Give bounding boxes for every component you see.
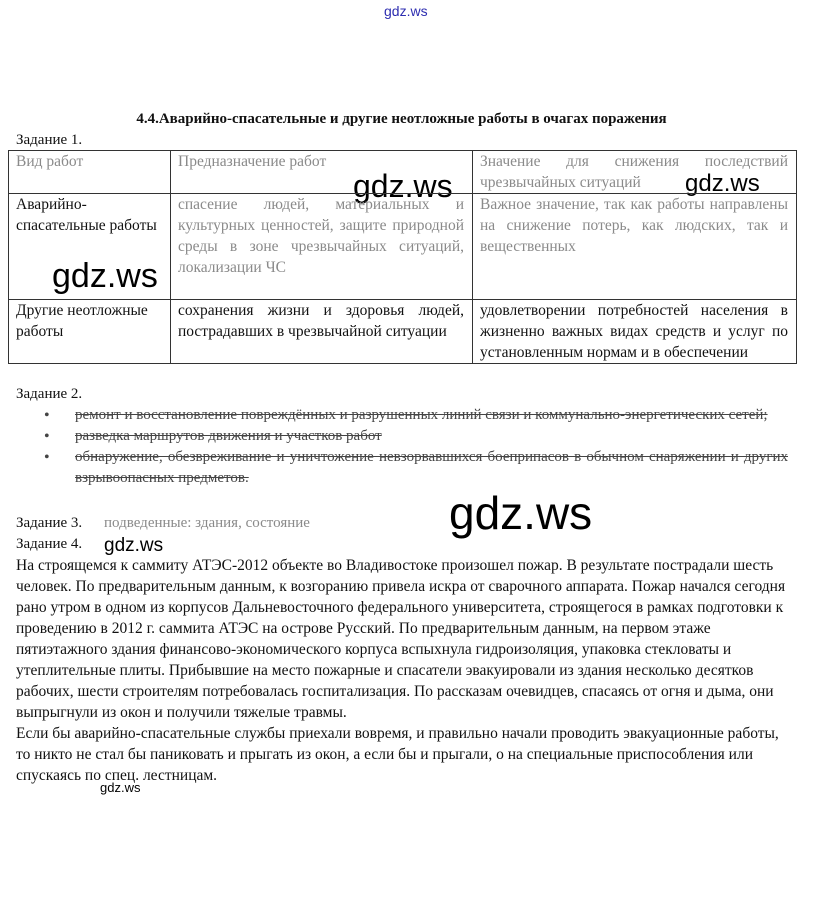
watermark-bottom: gdz.ws xyxy=(100,780,141,795)
table-row xyxy=(9,300,797,364)
section-title: 4.4.Аварийно-спасательные и другие неотложные работы в очагах поражения xyxy=(136,111,667,127)
header-cell-purpose: Предназначение работ xyxy=(171,151,473,194)
list-item: • разведка маршрутов движения и участков работ xyxy=(30,426,788,447)
task4-text xyxy=(16,555,789,786)
header-cell-type: Вид работ xyxy=(9,151,171,194)
watermark-top[interactable]: gdz.ws xyxy=(384,3,428,19)
table-header-row xyxy=(9,151,797,194)
task4-label: Задание 4. xyxy=(16,536,83,552)
watermark-table-left: gdz.ws xyxy=(52,257,158,295)
cell-work-purpose: сохранения жизни и здоровья людей, пострадавших в чрезвычайной ситуации xyxy=(171,300,473,364)
task3-label: Задание 3. xyxy=(16,515,83,531)
cell-work-purpose: спасение людей, материальных и культурных ценностей, защите природной среды в зоне чрезвычайных ситуаций, локализации ЧС xyxy=(171,194,473,300)
watermark-table-mid: gdz.ws xyxy=(353,168,453,204)
task1-label: Задание 1. xyxy=(16,132,83,148)
task3-answer: подведенные: здания, состояние xyxy=(104,515,310,531)
table-row xyxy=(9,194,797,300)
task4-paragraph-2: Если бы аварийно-спасательные службы приехали вовремя, и правильно начали проводить эвакуационные работы, то никто не стал бы паниковать и прыгать из окон, а если бы и прыгали, о на специальные приспособления или спускаясь по спец. лестницам. xyxy=(16,725,779,784)
cell-work-type: Аварийно-спасательные работы xyxy=(9,194,171,300)
list-item: • обнаружение, обезвреживание и уничтожение невзорвавшихся боеприпасов в обычном снаряжении и других взрывоопасных предметов. xyxy=(30,447,788,489)
task2-list xyxy=(30,405,788,489)
watermark-task4: gdz.ws xyxy=(104,535,164,556)
task2-label: Задание 2. xyxy=(16,386,83,402)
cell-work-significance: удовлетворении потребностей населения в жизненно важных видах средств и услуг по установленным нормам и в обеспечении xyxy=(473,300,797,364)
watermark-table-right: gdz.ws xyxy=(685,170,760,197)
task4-paragraph-1: На строящемся к саммиту АТЭС-2012 объекте во Владивостоке произошел пожар. В результате пострадали шесть человек. По предварительным данным, к возгоранию привела искра от сварочного аппарата. Пожар начался сегодня рано утром в одном из корпусов Дальневосточного федерального университета, строящегося в рамках подготовки к проведению в 2012 г. саммита АТЭС на острове Русский. По предварительным данным, на первом этаже пятиэтажного здания финансово-экономического корпуса вспыхнула гидроизоляция, упаковка стекловаты и утеплительные плиты. Прибывшие на место пожарные и спасатели эвакуировали из здания несколько десятков рабочих, шести строителям потребовалась госпитализация. По рассказам очевидцев, спасаясь от огня и дыма, они выпрыгнули из окон и получили тяжелые травмы. xyxy=(16,557,786,721)
watermark-big: gdz.ws xyxy=(449,487,593,539)
task1-table xyxy=(8,150,797,364)
cell-work-type: Другие неотложные работы xyxy=(9,300,171,364)
list-item: • ремонт и восстановление повреждённых и разрушенных линий связи и коммунально-энергетических сетей; xyxy=(30,405,788,426)
header-cell-significance: Значение для снижения последствий чрезвычайных ситуаций xyxy=(473,151,797,194)
cell-work-significance: Важное значение, так как работы направлены на снижение потерь, как людских, так и вещественных xyxy=(473,194,797,300)
